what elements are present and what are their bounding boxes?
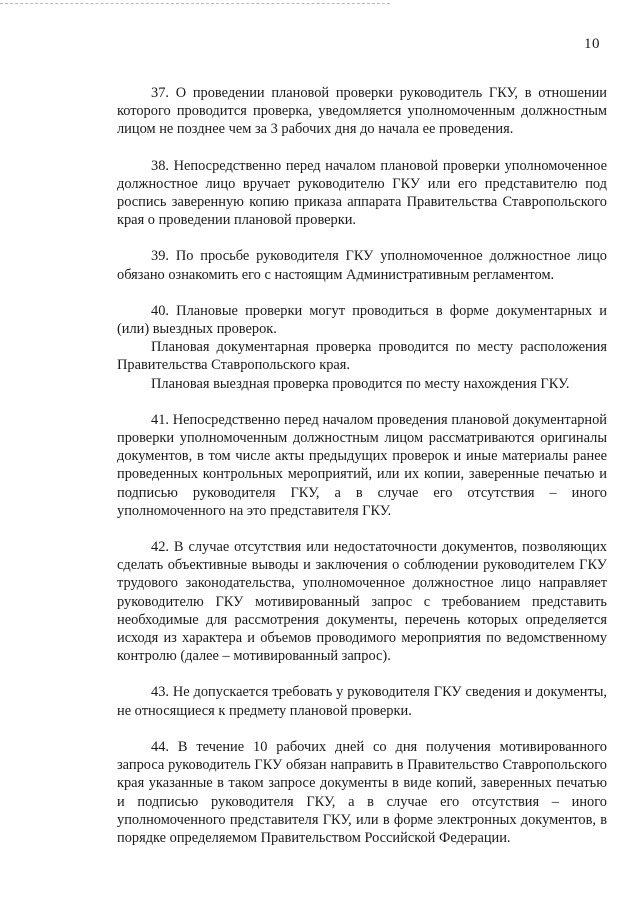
paragraph-40 (117, 302, 607, 393)
paragraph-text: 40. Плановые проверки могут проводиться в форме документарных и (или) выездных проверок. (117, 302, 607, 338)
paragraph-41 (117, 411, 607, 520)
paragraph-text: Плановая выездная проверка проводится по месту нахождения ГКУ. (151, 375, 570, 392)
paragraph-44 (117, 738, 607, 847)
page-number: 10 (584, 36, 600, 52)
paragraph-text: 43. Не допускается требовать у руководителя ГКУ сведения и документы, не относящиеся к предмету плановой проверки. (117, 684, 607, 719)
paragraph-text: Плановая документарная проверка проводится по месту расположения Правительства Ставропольского края. (117, 339, 607, 374)
paragraph-37 (117, 84, 607, 139)
paragraph-text: 38. Непосредственно перед началом плановой проверки уполномоченное должностное лицо вручает руководителю ГКУ или его представителю под роспись заверенную копию приказа аппарата Правительства Ставропольского края о проведении плановой проверки. (117, 157, 607, 229)
paragraph-42 (117, 538, 607, 665)
paragraph-text: 44. В течение 10 рабочих дней со дня получения мотивированного запроса руководитель ГКУ обязан направить в Правительство Ставропольского края указанные в таком запросе документы в виде копий, заверенных печатью и подписью руководителя ГКУ, а в случае его отсутствия – иного уполномоченного представителя ГКУ, или в форме электронных документов, в порядке определяемом Правительством Российской Федерации. (117, 738, 607, 846)
paragraph-39 (117, 247, 607, 283)
document-body (117, 84, 607, 865)
paragraph-text: 42. В случае отсутствия или недостаточности документов, позволяющих сделать объективные выводы и заключения о соблюдении руководителем ГКУ трудового законодательства, уполномоченное должностное лицо направляет руководителю ГКУ мотивированный запрос с требованием представить необходимые для рассмотрения документы, перечень которых определяется исходя из характера и объемов проводимого мероприятия по ведомственному контролю (далее – мотивированный запрос). (117, 539, 607, 665)
scan-top-edge (0, 3, 390, 4)
paragraph-38 (117, 157, 607, 230)
paragraph-43 (117, 683, 607, 719)
paragraph-text: 41. Непосредственно перед началом проведения плановой документарной проверки уполномоченным должностным лицом рассматриваются оригиналы документов, в том числе акты предыдущих проверок и иные материалы ранее проведенных контрольных мероприятий, или их копии, заверенные печатью и подписью руководителя ГКУ, а в случае его отсутствия – иного уполномоченного на это представителя ГКУ. (117, 411, 607, 519)
paragraph-text: 37. О проведении плановой проверки руководитель ГКУ, в отношении которого проводится проверка, уведомляется уполномоченным должностным лицом не позднее чем за 3 рабочих дня до начала ее проведения. (117, 85, 607, 138)
paragraph-text: 39. По просьбе руководителя ГКУ уполномоченное должностное лицо обязано ознакомить его с настоящим Административным регламентом. (117, 248, 607, 283)
